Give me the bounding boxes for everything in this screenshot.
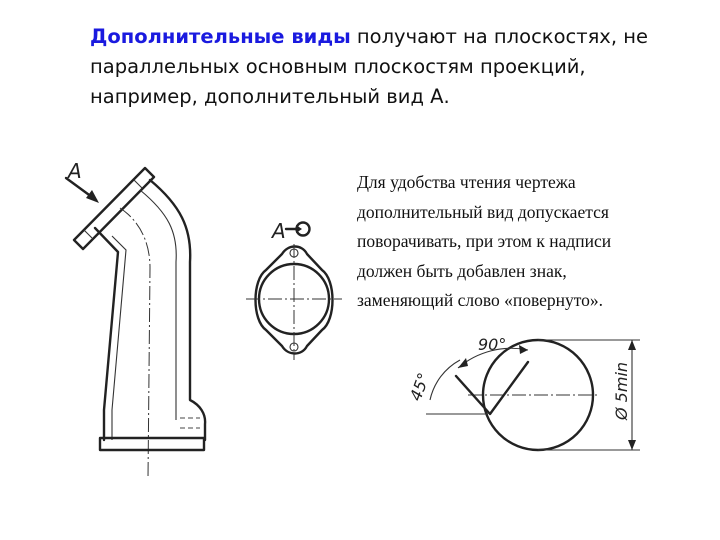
flange-bolt-line-1 — [84, 230, 92, 238]
note-line-2: дополнительный вид допускается — [357, 201, 609, 222]
pipe-base-flange — [100, 438, 204, 450]
angle-90-label: 90° — [478, 335, 507, 354]
angle-90-arrow-left — [458, 358, 468, 368]
note-line-4: должен быть добавлен знак, — [357, 260, 567, 281]
note-line-1: Для удобства чтения чертежа — [357, 172, 576, 192]
angle-45-label: 45° — [405, 370, 434, 404]
pipe-left-inner — [112, 236, 126, 440]
note-line-5: заменяющий слово «повернуто». — [357, 290, 604, 310]
rotated-sign-arrowhead — [296, 225, 302, 233]
pipe-view-letter: А — [68, 159, 82, 183]
view-a-letter: А — [272, 219, 286, 243]
pipe-left-wall — [95, 228, 118, 440]
view-arrow-head — [86, 190, 99, 203]
dim-arrow-top — [628, 340, 636, 350]
rotation-sign-mark — [456, 362, 528, 414]
pipe-hidden-lines — [180, 418, 200, 428]
view-a-drawing — [246, 219, 342, 360]
pipe-top-flange — [74, 168, 154, 249]
intro-rest: получают на плоскостях, не параллельных основным плоскостям проекций, например, дополнительный вид А. — [90, 25, 648, 108]
pipe-right-inner — [140, 190, 176, 420]
pipe-right-wall — [150, 180, 205, 440]
note-line-3: поворачивать, при этом к надписи — [357, 231, 612, 251]
dim-arrow-bottom — [628, 440, 636, 450]
rotation-sign-drawing — [406, 335, 640, 450]
pipe-drawing — [66, 159, 205, 478]
angle-90-arrow-right — [519, 345, 528, 354]
flange-bolt-line-2 — [134, 180, 142, 188]
angle-45-arc — [430, 360, 460, 400]
intro-term: Дополнительные виды — [90, 25, 351, 48]
diameter-label: Ø 5min — [612, 361, 631, 420]
